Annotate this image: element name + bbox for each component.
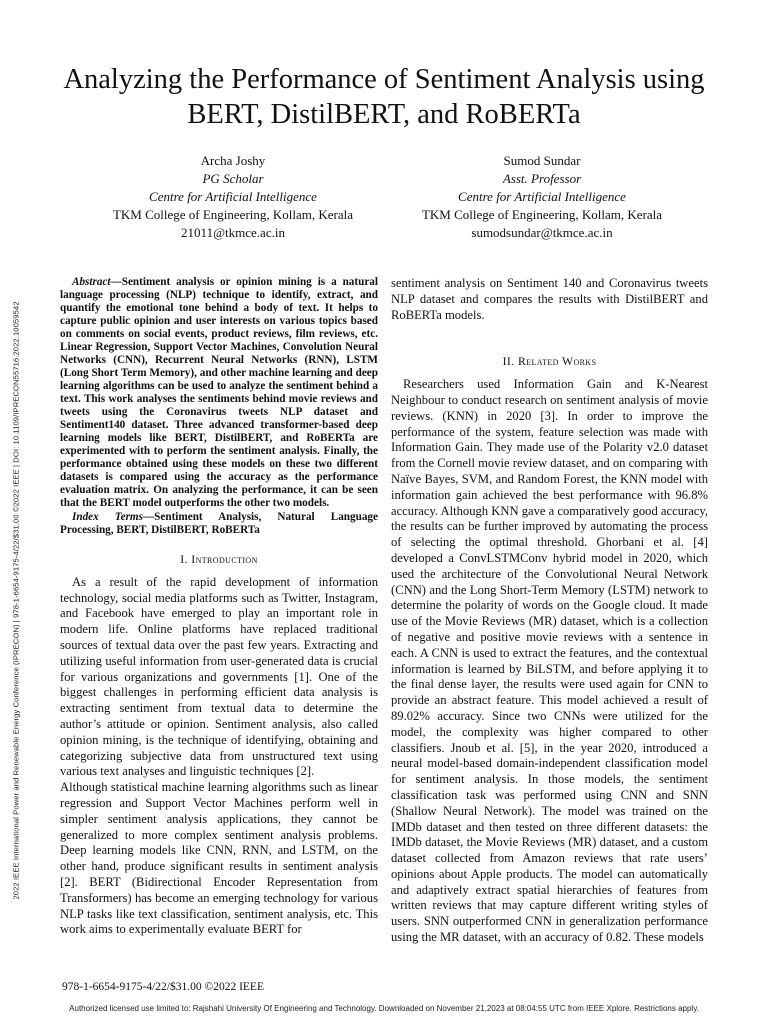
author-affiliation: TKM College of Engineering, Kollam, Kerala bbox=[112, 207, 354, 222]
author-dept: Centre for Artificial Intelligence bbox=[458, 189, 626, 204]
left-column bbox=[60, 276, 378, 938]
related-works-paragraph: Researchers used Information Gain and K-Nearest Neighbour to conduct research on sentiment analysis of movie reviews. (KNN) in 2020 [3]. In order to improve the performance of the system, feature selection was made with Information Gain. They made use of the Polarity v2.0 dataset from the Cornell movie review dataset, and on comparing with Naïve Bayes, SVM, and Random Forest, the KNN model with information gain achieved the best performance with 96.8% accuracy. Although KNN gave a comparatively good accuracy, the results can be further improved by automating the process of selecting the optimal threshold. Ghorbani et al. [4] developed a ConvLSTMConv hybrid model in 2020, which used the architecture of the Convolutional Neural Network (CNN) and the Long Short-Term Memory (LSTM) network to determine the polarity of words on the Google cloud. It made use of the Movie Reviews (MR) dataset, which is a collection of negative and positive movie reviews with a sentence in each. A CNN is used to extract the features, and the contextual information is learned by BiLSTM, and before applying it to the final dense layer, the results were used again for CNN to provide an abstract feature. This model achieved a result of 89.02% accuracy. Since two CNNs were utilized for the model, the complexity was higher compared to other classifiers. Jnoub et al. [5], in the year 2020, introduced a neural model-based domain-independent classification model for sentiment analysis. In those models, the sentiment classification task was performed using CNN and SNN (Shallow Neural Network). The model was trained on the IMDb dataset and then tested on three different datasets: the IMDb dataset, the Movie Reviews (MR) dataset, and a custom dataset collected from Amazon reviews that rate users’ opinions about Apple products. The model can automatically and adaptively extract spatial hierarchies of features from written reviews that may capture different writing styles of users. SNN outperformed CNN in generalization performance using the MR dataset, with an accuracy of 0.82. These models bbox=[391, 377, 708, 945]
author-email: sumodsundar@tkmce.ac.in bbox=[471, 225, 613, 240]
author-role: PG Scholar bbox=[202, 171, 264, 186]
section-title: Introduction bbox=[191, 552, 258, 566]
intro-paragraph-2: Although statistical machine learning algorithms such as linear regression and Support Vector Machines perform well in simpler sentiment analysis applications, they cannot be generalized to more complex sentiment analysis problems. Deep learning models like CNN, RNN, and LSTM, on the other hand, produce significant results in sentiment analysis [2]. BERT (Bidirectional Encoder Representation from Transformers) has become an emerging technology for various NLP tasks like text classification, sentiment analysis, etc. This work aims to experimentally evaluate BERT for bbox=[60, 780, 378, 937]
section-title: Related Works bbox=[517, 354, 597, 369]
abstract-label: Abstract bbox=[72, 276, 111, 288]
author-role: Asst. Professor bbox=[502, 171, 582, 186]
index-terms bbox=[60, 511, 378, 537]
paper-title: Analyzing the Performance of Sentiment Analysis using BERT, DistilBERT, and RoBERTa bbox=[63, 64, 705, 130]
doi-sidebar bbox=[6, 230, 26, 970]
author-dept: Centre for Artificial Intelligence bbox=[149, 189, 317, 204]
author-affiliation: TKM College of Engineering, Kollam, Kerala bbox=[421, 207, 663, 222]
abstract bbox=[60, 276, 378, 510]
author-block-2 bbox=[377, 152, 707, 242]
footer-isbn: 978-1-6654-9175-4/22/$31.00 ©2022 IEEE bbox=[62, 981, 264, 993]
abstract-text: —Sentiment analysis or opinion mining is a natural language processing (NLP) technique to identify, extract, and quantify the emotional tone behind a body of text. It helps to capture public opinion and user interests on various topics based on comments on social events, product reviews, film reviews, etc. Linear Regression, Support Vector Machines, Convolution Neural Networks (CNN), Recurrent Neural Networks (RNN), LSTM (Long Short Term Memory), and other machine learning and deep learning algorithms can be used to analyze the sentiment behind a text. This work analyses the sentiments behind movie reviews and tweets using the Coronavirus tweets NLP dataset and Sentiment140 dataset. Three advanced transformer-based deep learning models like BERT, DistilBERT, and RoBERTa are experimented with to perform the sentiment analysis. Finally, the performance obtained using these models on these two different datasets is compared using the accuracy as the performance evaluation matrix. On analyzing the performance, it can be seen that the BERT model outperforms the other two models. bbox=[60, 276, 378, 509]
section-heading-related-works bbox=[391, 354, 708, 370]
doi-sidebar-text: 2022 IEEE International Power and Renewable Energy Conference (IPRECON) | 978-1-6654-9175-4/22/$31.00 ©2022 IEEE | DOI: 10.1109/IPRECON55716.2022.10059542 bbox=[11, 300, 21, 900]
index-terms-text: —Sentiment Analysis, Natural Language Processing, BERT, DistilBERT, RoBERTa bbox=[60, 511, 378, 536]
section-number: I. bbox=[180, 552, 188, 566]
author-name: Sumod Sundar bbox=[503, 153, 581, 168]
author-block-1 bbox=[68, 152, 398, 242]
author-email: 21011@tkmce.ac.in bbox=[181, 225, 285, 240]
author-name: Archa Joshy bbox=[200, 153, 266, 168]
intro-paragraph-1: As a result of the rapid development of information technology, social media platforms such as Twitter, Instagram, and Facebook have emerged to play an important role in modern life. Online platforms have replaced traditional sources of textual data over the past few years. Extracting and utilizing useful information from user-generated data is crucial for various organizations and governments [1]. One of the biggest challenges in performing efficient data analysis is extracting sentiment from textual data to determine the author’s attitude or opinion. Sentiment analysis, also called opinion mining, is the technique of identifying, obtaining and categorizing subjective data from unstructured text using various text analyses and linguistic techniques [2]. bbox=[60, 574, 378, 779]
right-column bbox=[391, 276, 708, 946]
section-heading-introduction bbox=[60, 552, 378, 568]
footer-license: Authorized licensed use limited to: Rajshahi University Of Engineering and Technology. Downloaded on November 21,2023 at 08:04:55 UTC from IEEE Xplore. Restrictions apply. bbox=[69, 1004, 699, 1013]
intro-paragraph-3: sentiment analysis on Sentiment 140 and Coronavirus tweets NLP dataset and compares the results with DistilBERT and RoBERTa models. bbox=[391, 276, 708, 322]
section-number: II. bbox=[502, 354, 515, 369]
index-terms-label: Index Terms bbox=[72, 511, 143, 523]
